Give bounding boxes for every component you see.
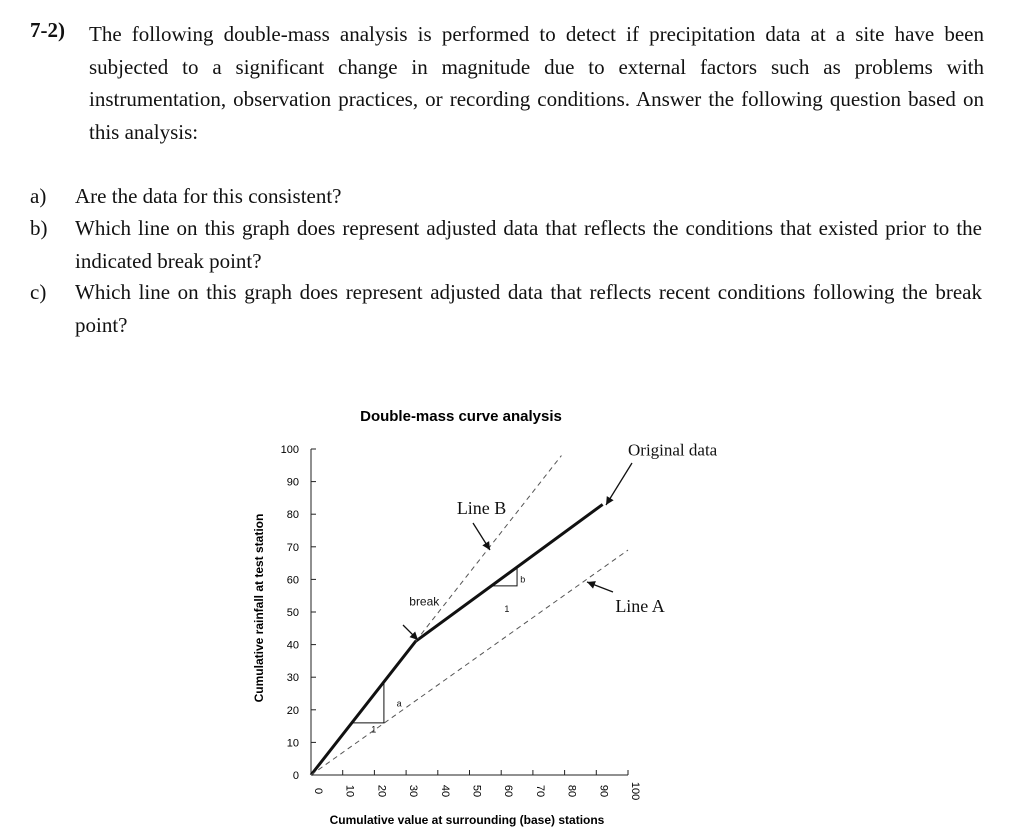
x-tick-label: 60 [502,784,515,798]
y-tick-label: 30 [286,672,299,685]
subquestion-text: Which line on this graph does represent adjusted data that reflects the conditions that existed prior to the indicated break point? [75,216,982,273]
annotation-label: 1 [504,604,510,614]
double-mass-chart [240,395,760,830]
x-tick-label: 70 [533,784,546,798]
y-tick-label: 10 [286,737,299,750]
y-tick-label: 40 [286,639,299,652]
x-tick-label: 100 [629,781,641,801]
subquestion-text: Are the data for this consistent? [75,184,342,208]
y-tick-label: 90 [286,476,299,489]
annotation-label: Line B [456,498,507,519]
y-tick-label: 50 [286,607,299,619]
annotation-label: Original data [628,440,718,460]
question-text: The following double-mass analysis is performed to detect if precipitation data at a site have been subjected to a significant change in magnitude due to external factors such as problems with instrumentation, observation practices, or recording conditions. Answer the following question based on this analysis: [89,22,984,144]
y-tick-label: 20 [286,704,299,717]
annotations-group [371,441,717,735]
annotation-label: 1 [371,724,377,735]
annotation-label: b [520,574,526,585]
annotation-label: a [396,698,402,709]
y-tick-label: 80 [286,509,299,522]
series-line-line-a [311,550,628,775]
x-tick-label: 40 [438,784,451,798]
subquestion-text: Which line on this graph does represent adjusted data that reflects recent conditions following the break point? [75,280,982,337]
x-tick-label: 20 [375,784,388,798]
y-tick-label: 60 [286,574,299,587]
annotation-label: break [409,594,440,609]
x-tick-label: 80 [565,784,578,798]
subquestion-label: c) [30,280,47,304]
question-number: 7-2) [30,18,65,42]
x-axis-label: Cumulative value at surrounding (base) stations [329,813,605,827]
x-tick-label: 0 [312,787,324,795]
y-tick-label: 70 [286,541,299,554]
arrow-line-b-head [482,541,490,550]
arrow-original-data-head [606,496,614,505]
subquestion-label: b) [30,216,48,240]
annotation-label: Line A [615,596,665,616]
x-tick-label: 30 [407,784,420,798]
x-tick-label: 50 [470,784,483,798]
y-tick-label: 100 [280,444,299,456]
subquestion-label: a) [30,184,47,208]
y-axis-label: Cumulative rainfall at test station [252,513,266,703]
chart-title: Double-mass curve analysis [360,408,562,425]
x-tick-label: 10 [343,784,356,798]
x-tick-label: 90 [597,784,610,798]
series-line-original-data [311,504,603,775]
y-tick-label: 0 [292,770,299,782]
